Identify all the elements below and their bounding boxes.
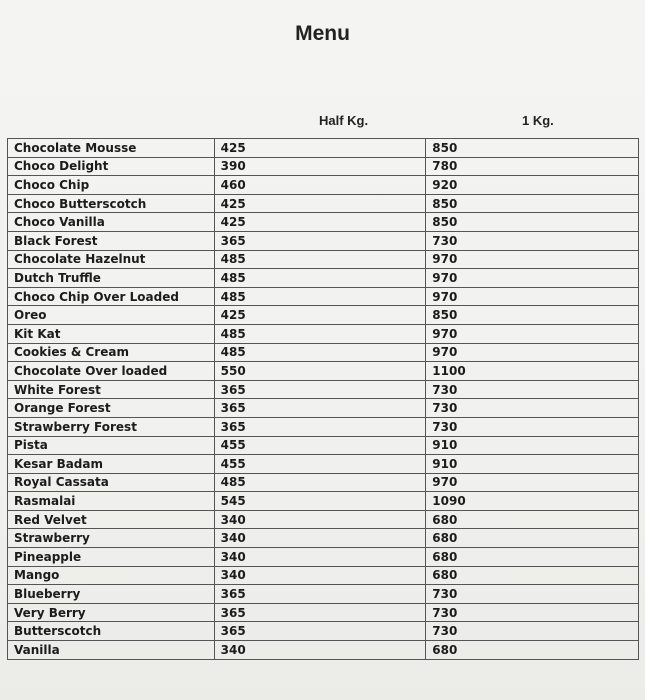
half-kg-price-cell: 340 — [214, 548, 426, 567]
half-kg-price-cell: 550 — [214, 362, 426, 381]
one-kg-price-cell: 850 — [426, 194, 639, 213]
one-kg-price-cell: 970 — [426, 343, 639, 362]
table-row — [8, 231, 639, 250]
one-kg-price-cell: 680 — [426, 566, 639, 585]
price-table-body — [8, 139, 639, 660]
table-row — [8, 473, 639, 492]
item-name-cell: Chocolate Over loaded — [8, 362, 215, 381]
item-name-cell: Chocolate Hazelnut — [8, 250, 215, 269]
item-name-cell: Butterscotch — [8, 622, 215, 641]
one-kg-price-cell: 1100 — [426, 362, 639, 381]
table-row — [8, 455, 639, 474]
table-row — [8, 622, 639, 641]
item-name-cell: Choco Vanilla — [8, 213, 215, 232]
item-name-cell: Kesar Badam — [8, 455, 215, 474]
table-row — [8, 306, 639, 325]
half-kg-price-cell: 485 — [214, 343, 426, 362]
item-name-cell: Blueberry — [8, 585, 215, 604]
column-header-half-kg: Half Kg. — [319, 113, 369, 128]
column-header-1-kg: 1 Kg. — [522, 113, 554, 128]
table-row — [8, 566, 639, 585]
table-row — [8, 250, 639, 269]
item-name-cell: Choco Chip Over Loaded — [8, 287, 215, 306]
item-name-cell: Red Velvet — [8, 510, 215, 529]
table-row — [8, 492, 639, 511]
price-table — [7, 138, 639, 660]
one-kg-price-cell: 970 — [426, 269, 639, 288]
item-name-cell: Choco Chip — [8, 176, 215, 195]
table-row — [8, 139, 639, 158]
half-kg-price-cell: 365 — [214, 622, 426, 641]
one-kg-price-cell: 730 — [426, 399, 639, 418]
item-name-cell: Orange Forest — [8, 399, 215, 418]
half-kg-price-cell: 485 — [214, 324, 426, 343]
table-row — [8, 417, 639, 436]
one-kg-price-cell: 850 — [426, 213, 639, 232]
half-kg-price-cell: 365 — [214, 380, 426, 399]
half-kg-price-cell: 425 — [214, 139, 426, 158]
half-kg-price-cell: 545 — [214, 492, 426, 511]
half-kg-price-cell: 485 — [214, 287, 426, 306]
half-kg-price-cell: 460 — [214, 176, 426, 195]
half-kg-price-cell: 425 — [214, 306, 426, 325]
table-row — [8, 157, 639, 176]
item-name-cell: Choco Butterscotch — [8, 194, 215, 213]
one-kg-price-cell: 1090 — [426, 492, 639, 511]
table-row — [8, 176, 639, 195]
half-kg-price-cell: 425 — [214, 213, 426, 232]
one-kg-price-cell: 730 — [426, 603, 639, 622]
table-row — [8, 548, 639, 567]
table-row — [8, 436, 639, 455]
item-name-cell: Kit Kat — [8, 324, 215, 343]
item-name-cell: Dutch Truffle — [8, 269, 215, 288]
item-name-cell: Oreo — [8, 306, 215, 325]
item-name-cell: Cookies & Cream — [8, 343, 215, 362]
one-kg-price-cell: 730 — [426, 380, 639, 399]
half-kg-price-cell: 485 — [214, 250, 426, 269]
half-kg-price-cell: 365 — [214, 585, 426, 604]
half-kg-price-cell: 365 — [214, 603, 426, 622]
item-name-cell: Royal Cassata — [8, 473, 215, 492]
one-kg-price-cell: 850 — [426, 139, 639, 158]
half-kg-price-cell: 455 — [214, 455, 426, 474]
one-kg-price-cell: 910 — [426, 455, 639, 474]
table-row — [8, 194, 639, 213]
one-kg-price-cell: 680 — [426, 548, 639, 567]
one-kg-price-cell: 730 — [426, 417, 639, 436]
item-name-cell: Pista — [8, 436, 215, 455]
one-kg-price-cell: 970 — [426, 324, 639, 343]
half-kg-price-cell: 340 — [214, 529, 426, 548]
table-row — [8, 287, 639, 306]
half-kg-price-cell: 340 — [214, 566, 426, 585]
half-kg-price-cell: 365 — [214, 231, 426, 250]
one-kg-price-cell: 680 — [426, 529, 639, 548]
item-name-cell: Vanilla — [8, 641, 215, 660]
one-kg-price-cell: 730 — [426, 622, 639, 641]
page-title: Menu — [295, 22, 350, 45]
item-name-cell: Rasmalai — [8, 492, 215, 511]
half-kg-price-cell: 390 — [214, 157, 426, 176]
one-kg-price-cell: 850 — [426, 306, 639, 325]
table-row — [8, 362, 639, 381]
one-kg-price-cell: 680 — [426, 510, 639, 529]
half-kg-price-cell: 485 — [214, 269, 426, 288]
table-row — [8, 213, 639, 232]
half-kg-price-cell: 485 — [214, 473, 426, 492]
item-name-cell: Black Forest — [8, 231, 215, 250]
one-kg-price-cell: 730 — [426, 585, 639, 604]
one-kg-price-cell: 780 — [426, 157, 639, 176]
one-kg-price-cell: 970 — [426, 473, 639, 492]
half-kg-price-cell: 340 — [214, 510, 426, 529]
table-row — [8, 269, 639, 288]
half-kg-price-cell: 340 — [214, 641, 426, 660]
one-kg-price-cell: 970 — [426, 250, 639, 269]
half-kg-price-cell: 455 — [214, 436, 426, 455]
table-row — [8, 641, 639, 660]
table-row — [8, 324, 639, 343]
one-kg-price-cell: 920 — [426, 176, 639, 195]
item-name-cell: Choco Delight — [8, 157, 215, 176]
table-row — [8, 510, 639, 529]
half-kg-price-cell: 365 — [214, 399, 426, 418]
table-row — [8, 529, 639, 548]
item-name-cell: Very Berry — [8, 603, 215, 622]
one-kg-price-cell: 910 — [426, 436, 639, 455]
one-kg-price-cell: 730 — [426, 231, 639, 250]
table-row — [8, 380, 639, 399]
one-kg-price-cell: 680 — [426, 641, 639, 660]
table-row — [8, 343, 639, 362]
item-name-cell: Chocolate Mousse — [8, 139, 215, 158]
table-row — [8, 603, 639, 622]
table-row — [8, 585, 639, 604]
item-name-cell: White Forest — [8, 380, 215, 399]
half-kg-price-cell: 425 — [214, 194, 426, 213]
item-name-cell: Strawberry Forest — [8, 417, 215, 436]
table-row — [8, 399, 639, 418]
half-kg-price-cell: 365 — [214, 417, 426, 436]
item-name-cell: Pineapple — [8, 548, 215, 567]
item-name-cell: Strawberry — [8, 529, 215, 548]
one-kg-price-cell: 970 — [426, 287, 639, 306]
item-name-cell: Mango — [8, 566, 215, 585]
